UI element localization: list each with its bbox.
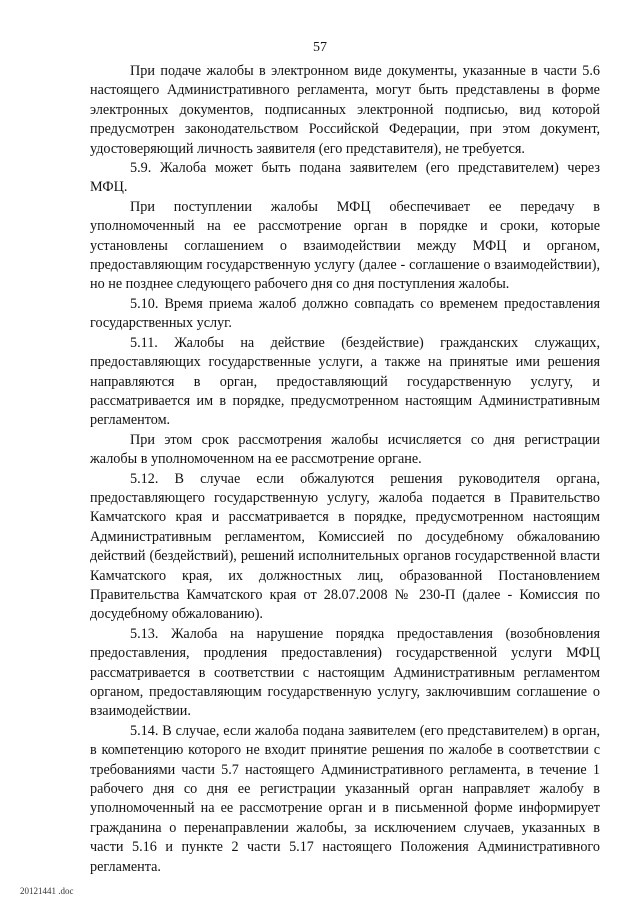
page-number: 57	[313, 40, 327, 55]
paragraph-mfc-transfer: При поступлении жалобы МФЦ обеспечивает ее передачу в уполномоченный на ее рассмотрение орган в порядке и сроки, которые установлены соглашением о взаимодействии между МФЦ и органом, предоставляющим государственную услугу (далее - соглашение о взаимодействии), но не позднее следующего рабочего дня со дня поступления жалобы.	[90, 198, 600, 293]
paragraph-5-13: 5.13. Жалоба на нарушение порядка предоставления (возобновления предоставления, продления предоставления) государственной услуги МФЦ рассматривается в соответствии с настоящим Административным регламентом органом, предоставляющим государственную услугу, заключившим соглашение о взаимодействии.	[90, 625, 600, 720]
paragraph-5-10: 5.10. Время приема жалоб должно совпадать со временем предоставления государственных услуг.	[90, 295, 600, 332]
paragraph-5-14: 5.14. В случае, если жалоба подана заявителем (его представителем) в орган, в компетенцию которого не входит принятие решения по жалобе в соответствии с требованиями части 5.7 настоящего Административного регламента, в течение 1 рабочего дня со дня ее регистрации указанный орган направляет жалобу в уполномоченный на ее рассмотрение орган и в письменной форме информирует гражданина о перенаправлении жалобы, за исключением случаев, указанных в части 5.16 и пункте 2 части 5.17 настоящего Положения Административного регламента.	[90, 722, 600, 875]
paragraph-review-term: При этом срок рассмотрения жалобы исчисляется со дня регистрации жалобы в уполномоченном на ее рассмотрение органе.	[90, 431, 600, 468]
file-name-footer: 20121441 .doc	[20, 886, 74, 896]
paragraph-5-9: 5.9. Жалоба может быть подана заявителем (его представителем) через МФЦ.	[90, 160, 600, 196]
document-body	[90, 62, 600, 877]
paragraph-electronic-complaint: При подаче жалобы в электронном виде документы, указанные в части 5.6 настоящего Административного регламента, могут быть представлены в форме электронных документов, подписанных электронной подписью, вид которой предусмотрен законодательством Российской Федерации, при этом документ, удостоверяющий личность заявителя (его представителя), не требуется.	[90, 63, 600, 157]
paragraph-5-12: 5.12. В случае если обжалуются решения руководителя органа, предоставляющего государственную услугу, жалоба подается в Правительство Камчатского края и рассматривается в порядке, предусмотренном настоящим Административным регламентом, Комиссией по досудебному обжалованию действий (бездействий), решений исполнительных органов государственной власти Камчатского края, их должностных лиц, образованной Постановлением Правительства Камчатского края от 28.07.2008 № 230-П (далее - Комиссия по досудебному обжалованию).	[90, 470, 600, 623]
paragraph-5-11: 5.11. Жалобы на действие (бездействие) гражданских служащих, предоставляющих государственные услуги, а также на принятые ими решения направляются в орган, предоставляющий государственную услугу, и рассматривается им в порядке, предусмотренном настоящим Административным регламентом.	[90, 334, 600, 429]
